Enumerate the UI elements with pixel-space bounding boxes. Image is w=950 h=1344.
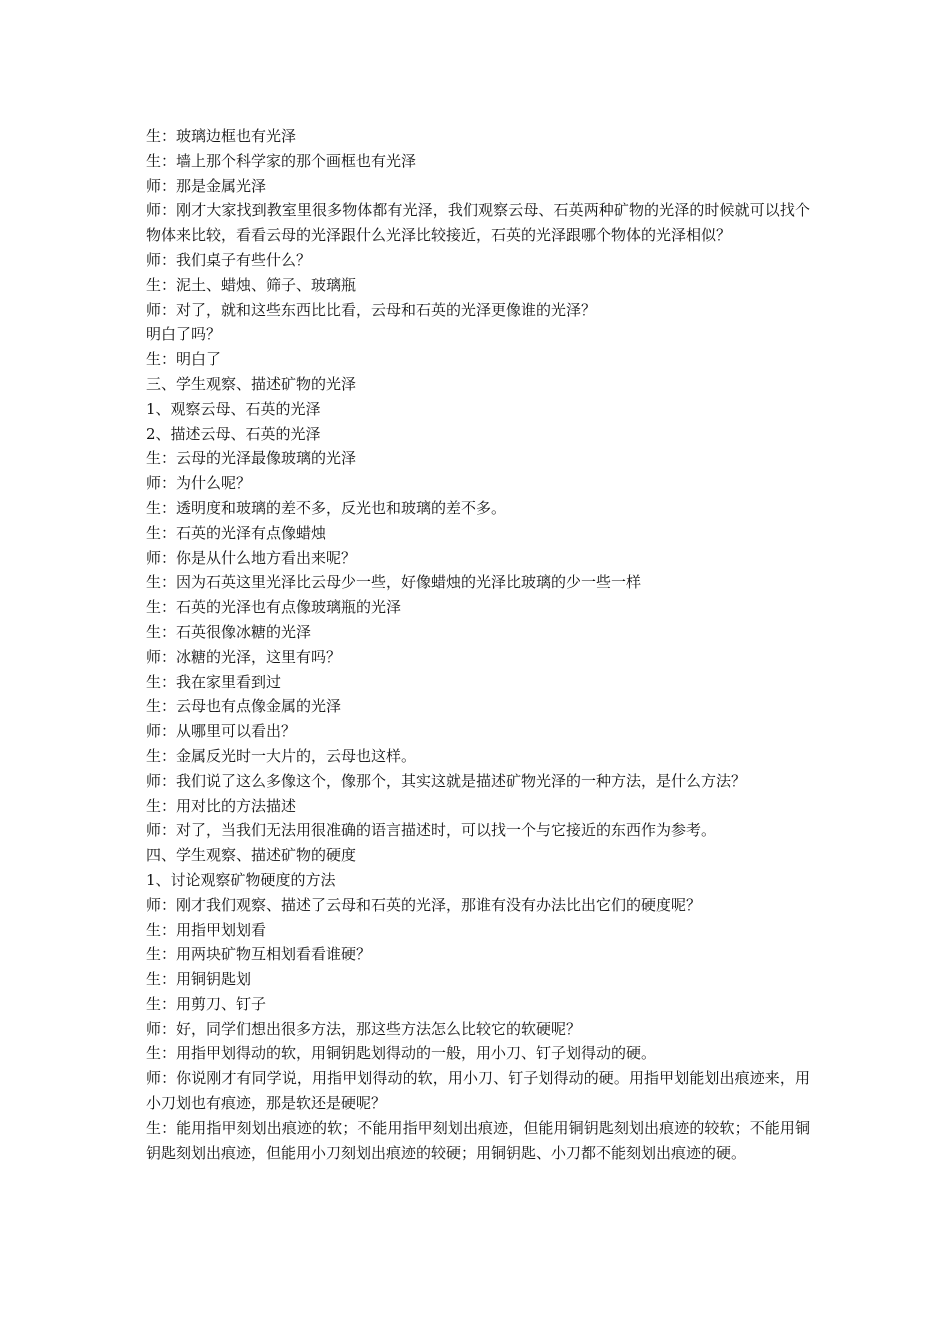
text-line: 生：用指甲划得动的软，用铜钥匙划得动的一般，用小刀、钉子划得动的硬。	[146, 1044, 657, 1063]
text-paragraph: 师：刚才大家找到教室里很多物体都有光泽，我们观察云母、石英两种矿物的光泽的时候就可以找个物体来比较，看看云母的光泽跟什么光泽比较接近，石英的光泽跟哪个物体的光泽相似？	[146, 201, 810, 245]
text-line: 生：石英的光泽有点像蜡烛	[146, 523, 327, 542]
subsection-heading: 2、描述云母、石英的光泽	[146, 424, 321, 443]
text-line: 生：用铜钥匙划	[146, 970, 252, 989]
subsection-heading: 1、观察云母、石英的光泽	[146, 399, 321, 418]
text-line: 生：因为石英这里光泽比云母少一些，好像蜡烛的光泽比玻璃的少一些一样	[146, 573, 642, 592]
text-line: 生：用对比的方法描述	[146, 796, 297, 815]
text-line: 师：我们桌子有些什么？	[146, 250, 312, 269]
text-line: 生：透明度和玻璃的差不多，反光也和玻璃的差不多。	[146, 498, 507, 517]
text-line: 师：那是金属光泽	[146, 176, 267, 195]
section-heading: 三、学生观察、描述矿物的光泽	[146, 374, 357, 393]
text-line: 生：云母也有点像金属的光泽	[146, 697, 342, 716]
section-heading: 四、学生观察、描述矿物的硬度	[146, 846, 357, 865]
document-body	[146, 124, 810, 1165]
text-line: 师：对了，当我们无法用很准确的语言描述时，可以找一个与它接近的东西作为参考。	[146, 821, 717, 840]
text-line: 师：我们说了这么多像这个，像那个，其实这就是描述矿物光泽的一种方法，是什么方法？	[146, 771, 747, 790]
text-line: 生：明白了	[146, 350, 222, 369]
text-line: 师：刚才我们观察、描述了云母和石英的光泽，那谁有没有办法比出它们的硬度呢？	[146, 895, 702, 914]
subsection-heading: 1、讨论观察矿物硬度的方法	[146, 870, 336, 889]
text-line: 师：对了，就和这些东西比比看，云母和石英的光泽更像谁的光泽？	[146, 300, 597, 319]
text-line: 生：用指甲划划看	[146, 920, 267, 939]
text-line: 生：泥土、蜡烛、筛子、玻璃瓶	[146, 275, 357, 294]
text-line: 生：金属反光时一大片的，云母也这样。	[146, 746, 417, 765]
text-paragraph: 生：能用指甲刻划出痕迹的软；不能用指甲刻划出痕迹，但能用铜钥匙刻划出痕迹的较软；不能用铜钥匙刻划出痕迹，但能用小刀刻划出痕迹的较硬；用铜钥匙、小刀都不能刻划出痕迹的硬。	[146, 1118, 810, 1162]
text-line: 师：好，同学们想出很多方法，那这些方法怎么比较它的软硬呢？	[146, 1019, 582, 1038]
text-line: 生：石英的光泽也有点像玻璃瓶的光泽	[146, 598, 402, 617]
text-line: 生：石英很像冰糖的光泽	[146, 622, 312, 641]
text-line: 生：我在家里看到过	[146, 672, 282, 691]
text-line: 生：玻璃边框也有光泽	[146, 127, 297, 145]
text-line: 师：为什么呢？	[146, 474, 252, 493]
text-line: 师：你是从什么地方看出来呢？	[146, 548, 357, 567]
text-line: 生：用两块矿物互相划看看谁硬？	[146, 945, 372, 964]
text-line: 明白了吗？	[146, 325, 222, 344]
text-line: 师：冰糖的光泽，这里有吗？	[146, 647, 342, 666]
text-paragraph: 师：你说刚才有同学说，用指甲划得动的软，用小刀、钉子划得动的硬。用指甲划能划出痕迹来，用小刀划也有痕迹，那是软还是硬呢？	[146, 1069, 810, 1113]
text-line: 生：用剪刀、钉子	[146, 994, 267, 1013]
text-line: 生：云母的光泽最像玻璃的光泽	[146, 449, 357, 468]
text-line: 师：从哪里可以看出？	[146, 722, 297, 741]
text-line: 生：墙上那个科学家的那个画框也有光泽	[146, 151, 417, 170]
